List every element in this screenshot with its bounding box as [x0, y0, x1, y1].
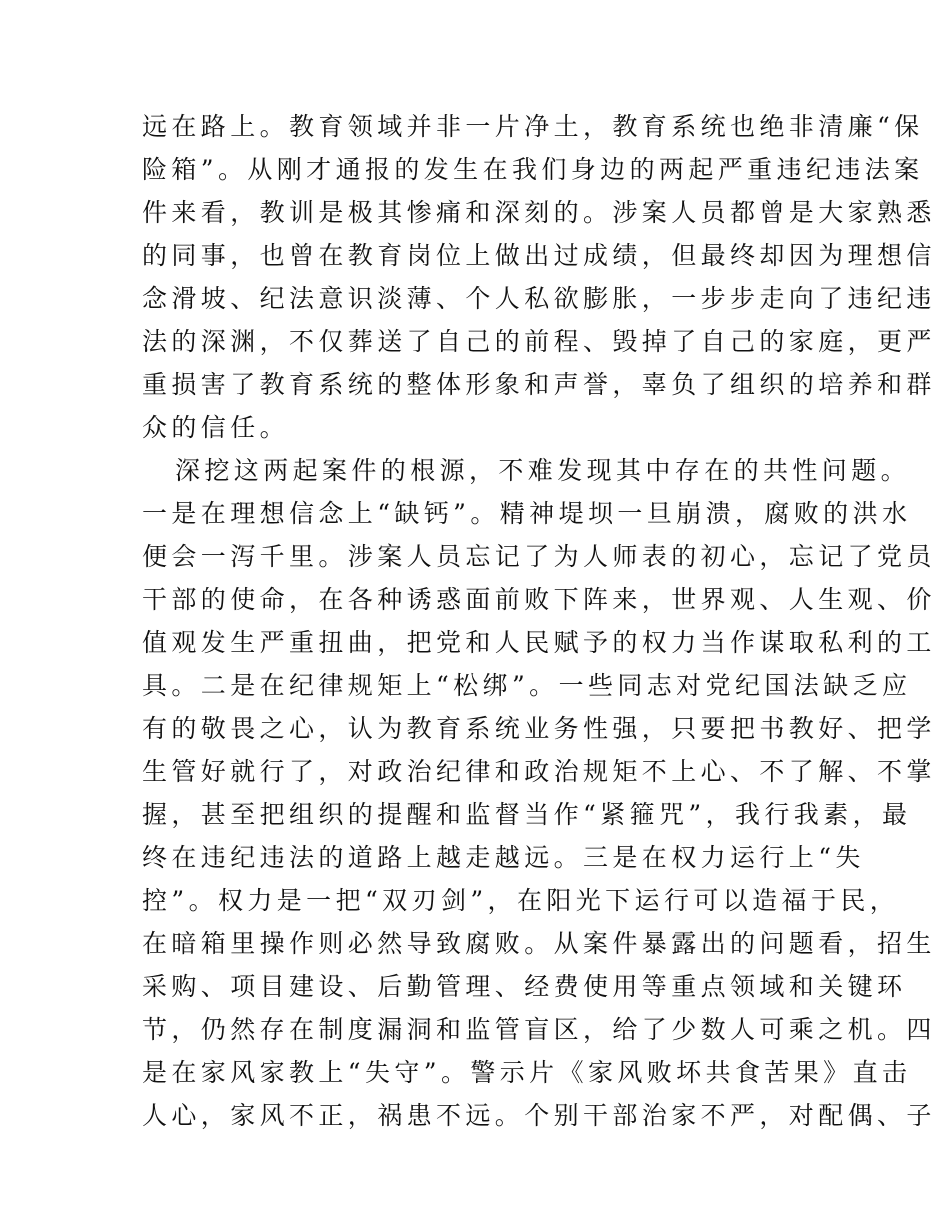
text-line: 险箱”。从刚才通报的发生在我们身边的两起严重违纪违法案 [142, 155, 924, 184]
text-line-indented: 深挖这两起案件的根源，不难发现其中存在的共性问题。 [175, 456, 911, 485]
text-line: 重损害了教育系统的整体形象和声誉，辜负了组织的培养和群 [142, 370, 936, 399]
document-page [142, 105, 936, 1137]
text-line: 节，仍然存在制度漏洞和监管盲区，给了少数人可乘之机。四 [142, 1015, 936, 1044]
text-line: 握，甚至把组织的提醒和监督当作“紧箍咒”，我行我素，最 [142, 800, 912, 829]
paragraph-root-causes [142, 449, 936, 1137]
text-line: 便会一泻千里。涉案人员忘记了为人师表的初心，忘记了党员 [142, 542, 936, 571]
text-line: 有的敬畏之心，认为教育系统业务性强，只要把书教好、把学 [142, 714, 936, 743]
text-line: 念滑坡、纪法意识淡薄、个人私欲膨胀，一步步走向了违纪违 [142, 284, 936, 313]
text-line: 采购、项目建设、后勤管理、经费使用等重点领域和关键环 [142, 972, 907, 1001]
text-line: 法的深渊，不仅葬送了自己的前程、毁掉了自己的家庭，更严 [142, 327, 936, 356]
text-line: 生管好就行了，对政治纪律和政治规矩不上心、不了解、不掌 [142, 757, 936, 786]
text-line: 的同事，也曾在教育岗位上做出过成绩，但最终却因为理想信 [142, 241, 936, 270]
text-line: 是在家风家教上“失守”。警示片《家风败坏共食苦果》直击 [142, 1058, 912, 1087]
text-line: 在暗箱里操作则必然导致腐败。从案件暴露出的问题看，招生 [142, 929, 936, 958]
text-line: 具。二是在纪律规矩上“松绑”。一些同志对党纪国法缺乏应 [142, 671, 912, 700]
text-line: 人心，家风不正，祸患不远。个别干部治家不严，对配偶、子 [142, 1101, 936, 1130]
text-line: 一是在理想信念上“缺钙”。精神堤坝一旦崩溃，腐败的洪水 [142, 499, 912, 528]
paragraph-consequences [142, 105, 936, 449]
text-line: 值观发生严重扭曲，把党和人民赋予的权力当作谋取私利的工 [142, 628, 936, 657]
text-line: 件来看，教训是极其惨痛和深刻的。涉案人员都曾是大家熟悉 [142, 198, 936, 227]
text-line: 众的信任。 [142, 413, 290, 442]
text-line: 终在违纪违法的道路上越走越远。三是在权力运行上“失 [142, 843, 865, 872]
text-line: 控”。权力是一把“双刃剑”，在阳光下运行可以造福于民， [142, 886, 900, 915]
text-line: 干部的使命，在各种诱惑面前败下阵来，世界观、人生观、价 [142, 585, 936, 614]
text-line: 远在路上。教育领域并非一片净土，教育系统也绝非清廉“保 [142, 112, 924, 141]
